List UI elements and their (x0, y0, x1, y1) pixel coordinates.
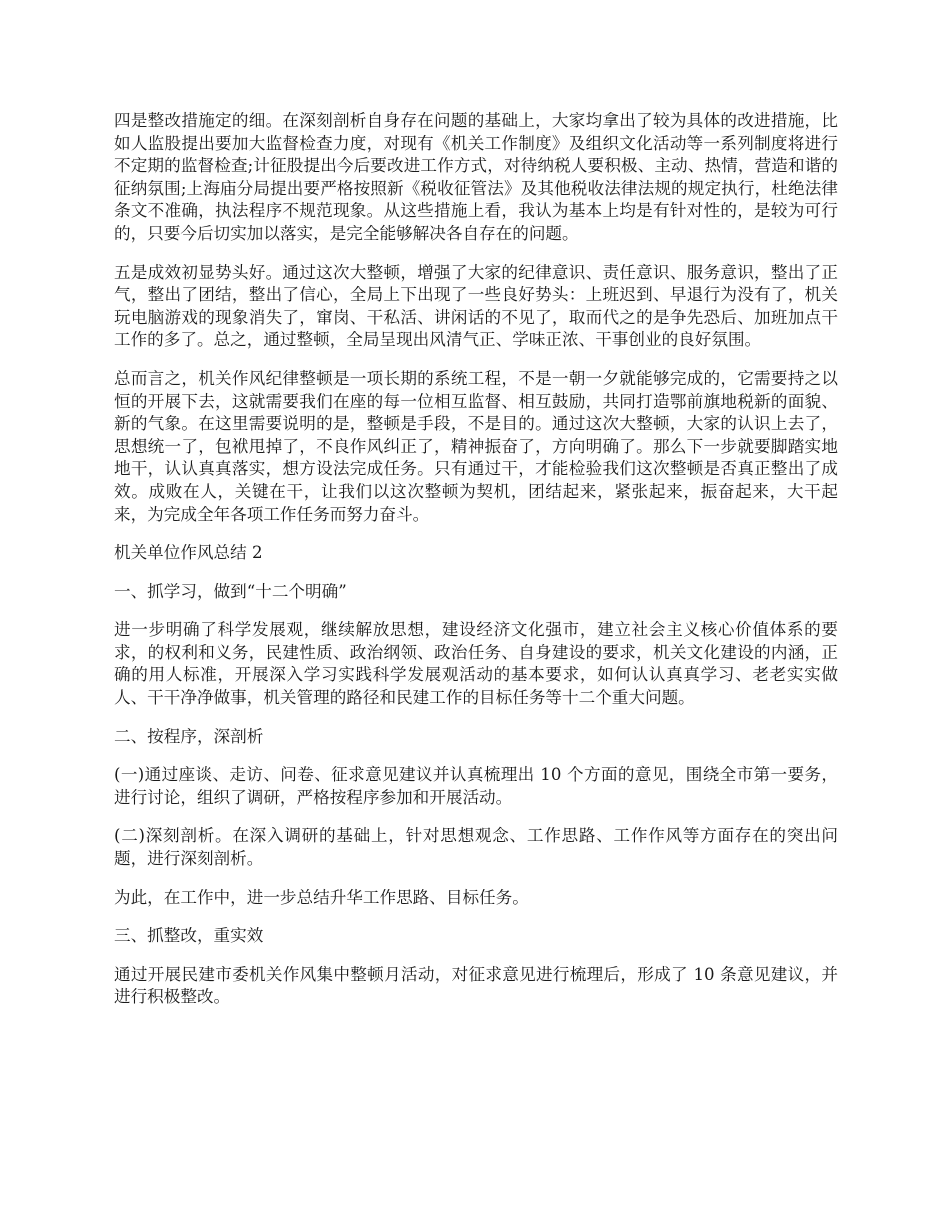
paragraph-measures: 四是整改措施定的细。在深刻剖析自身存在问题的基础上，大家均拿出了较为具体的改进措施，比如人监股提出要加大监督检查力度，对现有《机关工作制度》及组织文化活动等一系列制度将进行不定期的监督检查;计征股提出今后要改进工作方式，对待纳税人要积极、主动、热情，营造和谐的征纳氛围;上海庙分局提出要严格按照新《税收征管法》及其他税收法律法规的规定执行，杜绝法律条文不准确，执法程序不规范现象。从这些措施上看，我认为基本上均是有针对性的，是较为可行的，只要今后切实加以落实，是完全能够解决各自存在的问题。 (114, 111, 838, 243)
paragraph-rectify: 通过开展民建市委机关作风集中整顿月活动，对征求意见进行梳理后，形成了 10 条意见建议，并进行积极整改。 (114, 964, 838, 1007)
heading-procedure: 二、按程序，深剖析 (114, 726, 264, 746)
paragraph-results: 五是成效初显势头好。通过这次大整顿，增强了大家的纪律意识、责任意识、服务意识，整出了正气，整出了团结，整出了信心，全局上下出现了一些良好势头：上班迟到、早退行为没有了，机关玩电脑游戏的现象消失了，窜岗、干私活、讲闲话的不见了，取而代之的是争先恐后、加班加点干工作的多了。总之，通过整顿，全局呈现出风清气正、学味正浓、干事创业的良好氛围。 (114, 262, 838, 350)
section-title: 机关单位作风总结 2 (114, 543, 263, 563)
heading-study: 一、抓学习，做到“十二个明确” (114, 581, 347, 601)
paragraph-conclusion: 总而言之，机关作风纪律整顿是一项长期的系统工程，不是一朝一夕就能够完成的，它需要持之以恒的开展下去，这就需要我们在座的每一位相互监督、相互鼓励，共同打造鄂前旗地税新的面貌、新的气象。在这里需要说明的是，整顿是手段，不是目的。通过这次大整顿，大家的认识上去了，思想统一了，包袱甩掉了，不良作风纠正了，精神振奋了，方向明确了。那么下一步就要脚踏实地地干，认认真真落实，想方设法完成任务。只有通过干，才能检验我们这次整顿是否真正整出了成效。成败在人，关键在干，让我们以这次整顿为契机，团结起来，紧张起来，振奋起来，大干起来，为完成全年各项工作任务而努力奋斗。 (114, 368, 838, 524)
document-body (114, 110, 838, 1025)
paragraph-study: 进一步明确了科学发展观，继续解放思想，建设经济文化强市，建立社会主义核心价值体系的要求，的权利和义务，民建性质、政治纲领、政治任务、自身建设的要求，机关文化建设的内涵，正确的用人标准，开展深入学习实践科学发展观活动的基本要求，如何认认真真学习、老老实实做人、干干净净做事，机关管理的路径和民建工作的目标任务等十二个重大问题。 (114, 620, 838, 708)
paragraph-procedure-2: (二)深刻剖析。在深入调研的基础上，针对思想观念、工作思路、工作作风等方面存在的突出问题，进行深刻剖析。 (114, 826, 838, 869)
paragraph-summary: 为此，在工作中，进一步总结升华工作思路、目标任务。 (114, 887, 529, 907)
heading-rectify: 三、抓整改，重实效 (114, 926, 264, 946)
paragraph-procedure-1: (一)通过座谈、走访、问卷、征求意见建议并认真梳理出 10 个方面的意见，围绕全市第一要务，进行讨论，组织了调研，严格按程序参加和开展活动。 (114, 765, 838, 807)
